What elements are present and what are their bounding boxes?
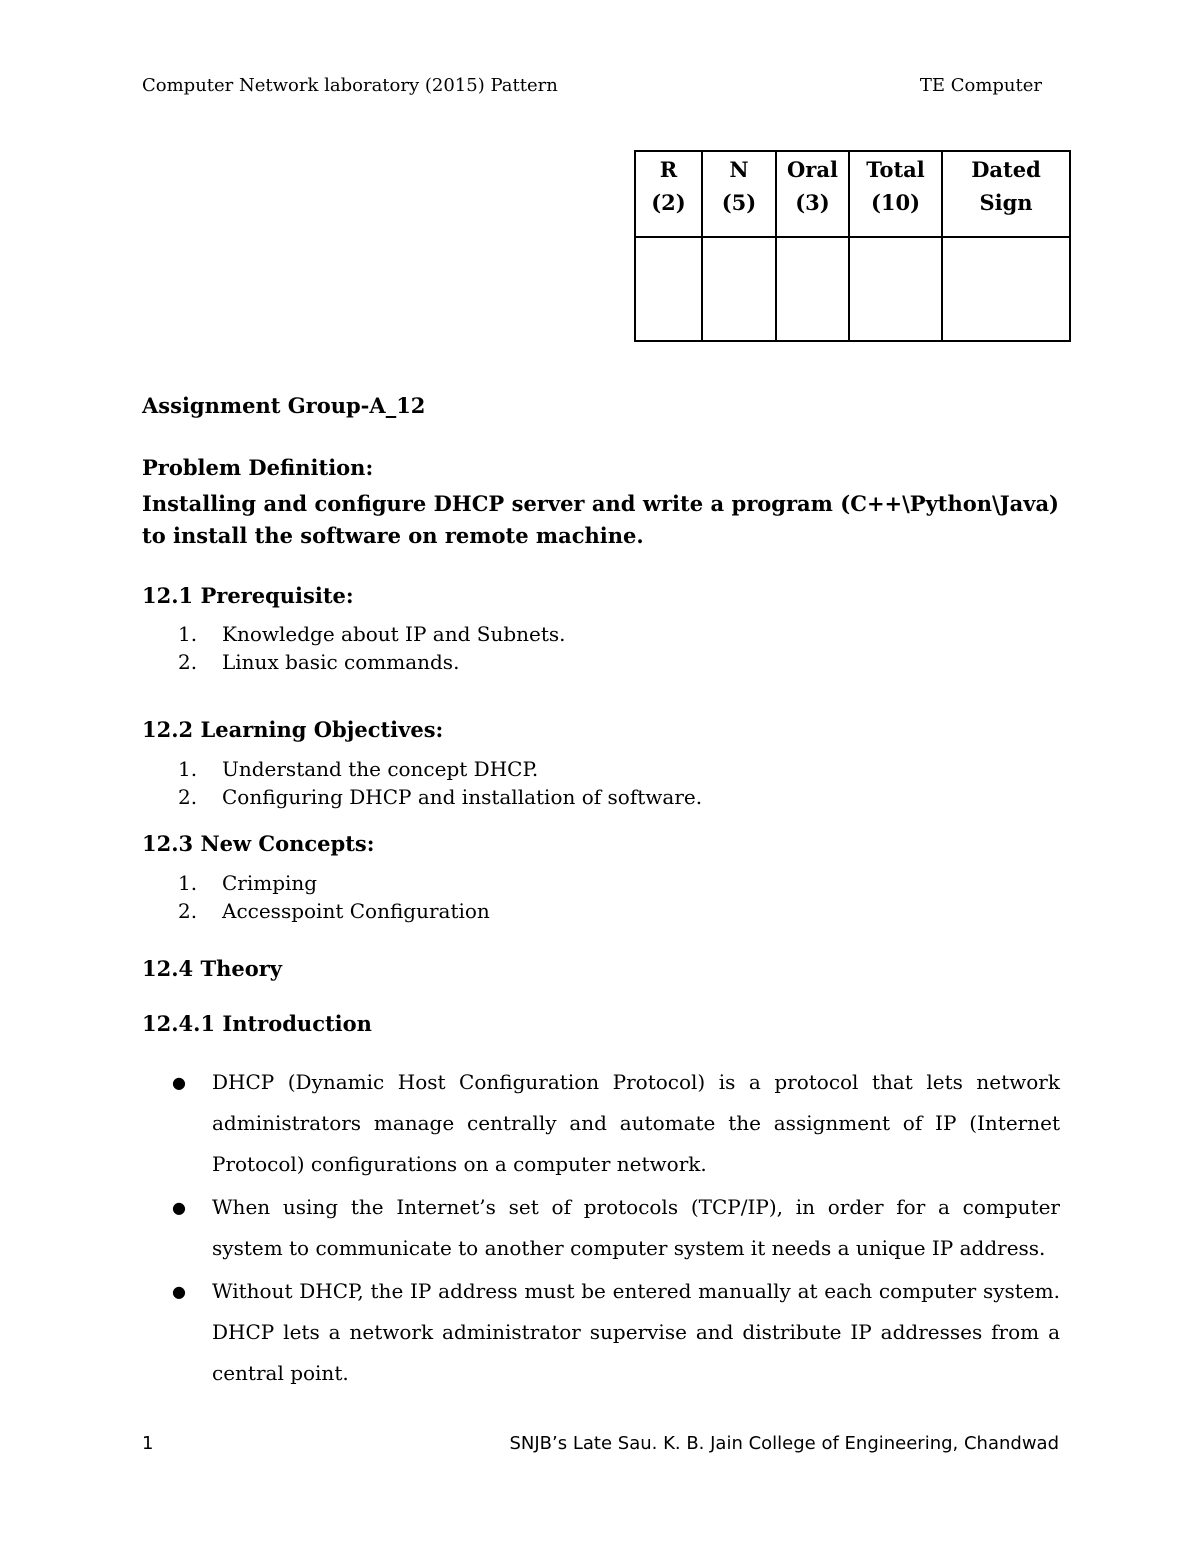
marks-col-oral: Oral (3) xyxy=(776,151,849,237)
marks-table xyxy=(634,150,1071,342)
concepts-list xyxy=(178,869,490,925)
problem-definition-label: Problem Definition: xyxy=(142,455,374,480)
page-header-course: TE Computer xyxy=(919,75,1042,96)
footer-college-name: SNJB’s Late Sau. K. B. Jain College of Engineering, Chandwad xyxy=(509,1433,1059,1454)
marks-col-n: N (5) xyxy=(702,151,776,237)
page-number: 1 xyxy=(142,1433,154,1454)
list-item: 2. Configuring DHCP and installation of software. xyxy=(178,785,703,809)
list-item: ● Without DHCP, the IP address must be entered manually at each computer system. DHCP lets a network administrator supervise and distribute IP addresses from a central point. xyxy=(172,1271,1060,1394)
section-theory-title: 12.4 Theory xyxy=(142,956,282,981)
marks-header-row xyxy=(635,151,1070,237)
marks-col-sign: Dated Sign xyxy=(942,151,1070,237)
objectives-list xyxy=(178,755,702,811)
page-header-title: Computer Network laboratory (2015) Pattern xyxy=(142,75,558,96)
list-item: 2. Linux basic commands. xyxy=(178,650,460,674)
list-item: ● DHCP (Dynamic Host Configuration Protocol) is a protocol that lets network administrators manage centrally and automate the assignment of IP (Internet Protocol) configurations on a computer network. xyxy=(172,1062,1060,1185)
marks-cell-n xyxy=(702,237,776,341)
section-prerequisite-title: 12.1 Prerequisite: xyxy=(142,583,354,608)
list-item: 2. Accesspoint Configuration xyxy=(178,899,490,923)
introduction-bullet-list xyxy=(172,1062,1060,1396)
marks-col-r: R (2) xyxy=(635,151,702,237)
bullet-icon: ● xyxy=(172,1198,186,1217)
section-concepts-title: 12.3 New Concepts: xyxy=(142,831,375,856)
marks-entry-row xyxy=(635,237,1070,341)
section-introduction-title: 12.4.1 Introduction xyxy=(142,1011,372,1036)
marks-col-total: Total (10) xyxy=(849,151,942,237)
bullet-icon: ● xyxy=(172,1073,186,1092)
assignment-title: Assignment Group-A_12 xyxy=(142,393,426,418)
problem-definition-text: Installing and configure DHCP server and write a program (C++\Python\Java) to install the software on remote machine. xyxy=(142,491,1059,548)
list-item: 1. Understand the concept DHCP. xyxy=(178,757,539,781)
marks-cell-oral xyxy=(776,237,849,341)
list-item: ● When using the Internet’s set of protocols (TCP/IP), in order for a computer system to communicate to another computer system it needs a unique IP address. xyxy=(172,1187,1060,1269)
bullet-icon: ● xyxy=(172,1282,186,1301)
prerequisite-list xyxy=(178,620,566,676)
section-objectives-title: 12.2 Learning Objectives: xyxy=(142,717,444,742)
list-item: 1. Crimping xyxy=(178,871,318,895)
marks-cell-total xyxy=(849,237,942,341)
marks-cell-r xyxy=(635,237,702,341)
list-item: 1. Knowledge about IP and Subnets. xyxy=(178,622,566,646)
marks-cell-sign xyxy=(942,237,1070,341)
